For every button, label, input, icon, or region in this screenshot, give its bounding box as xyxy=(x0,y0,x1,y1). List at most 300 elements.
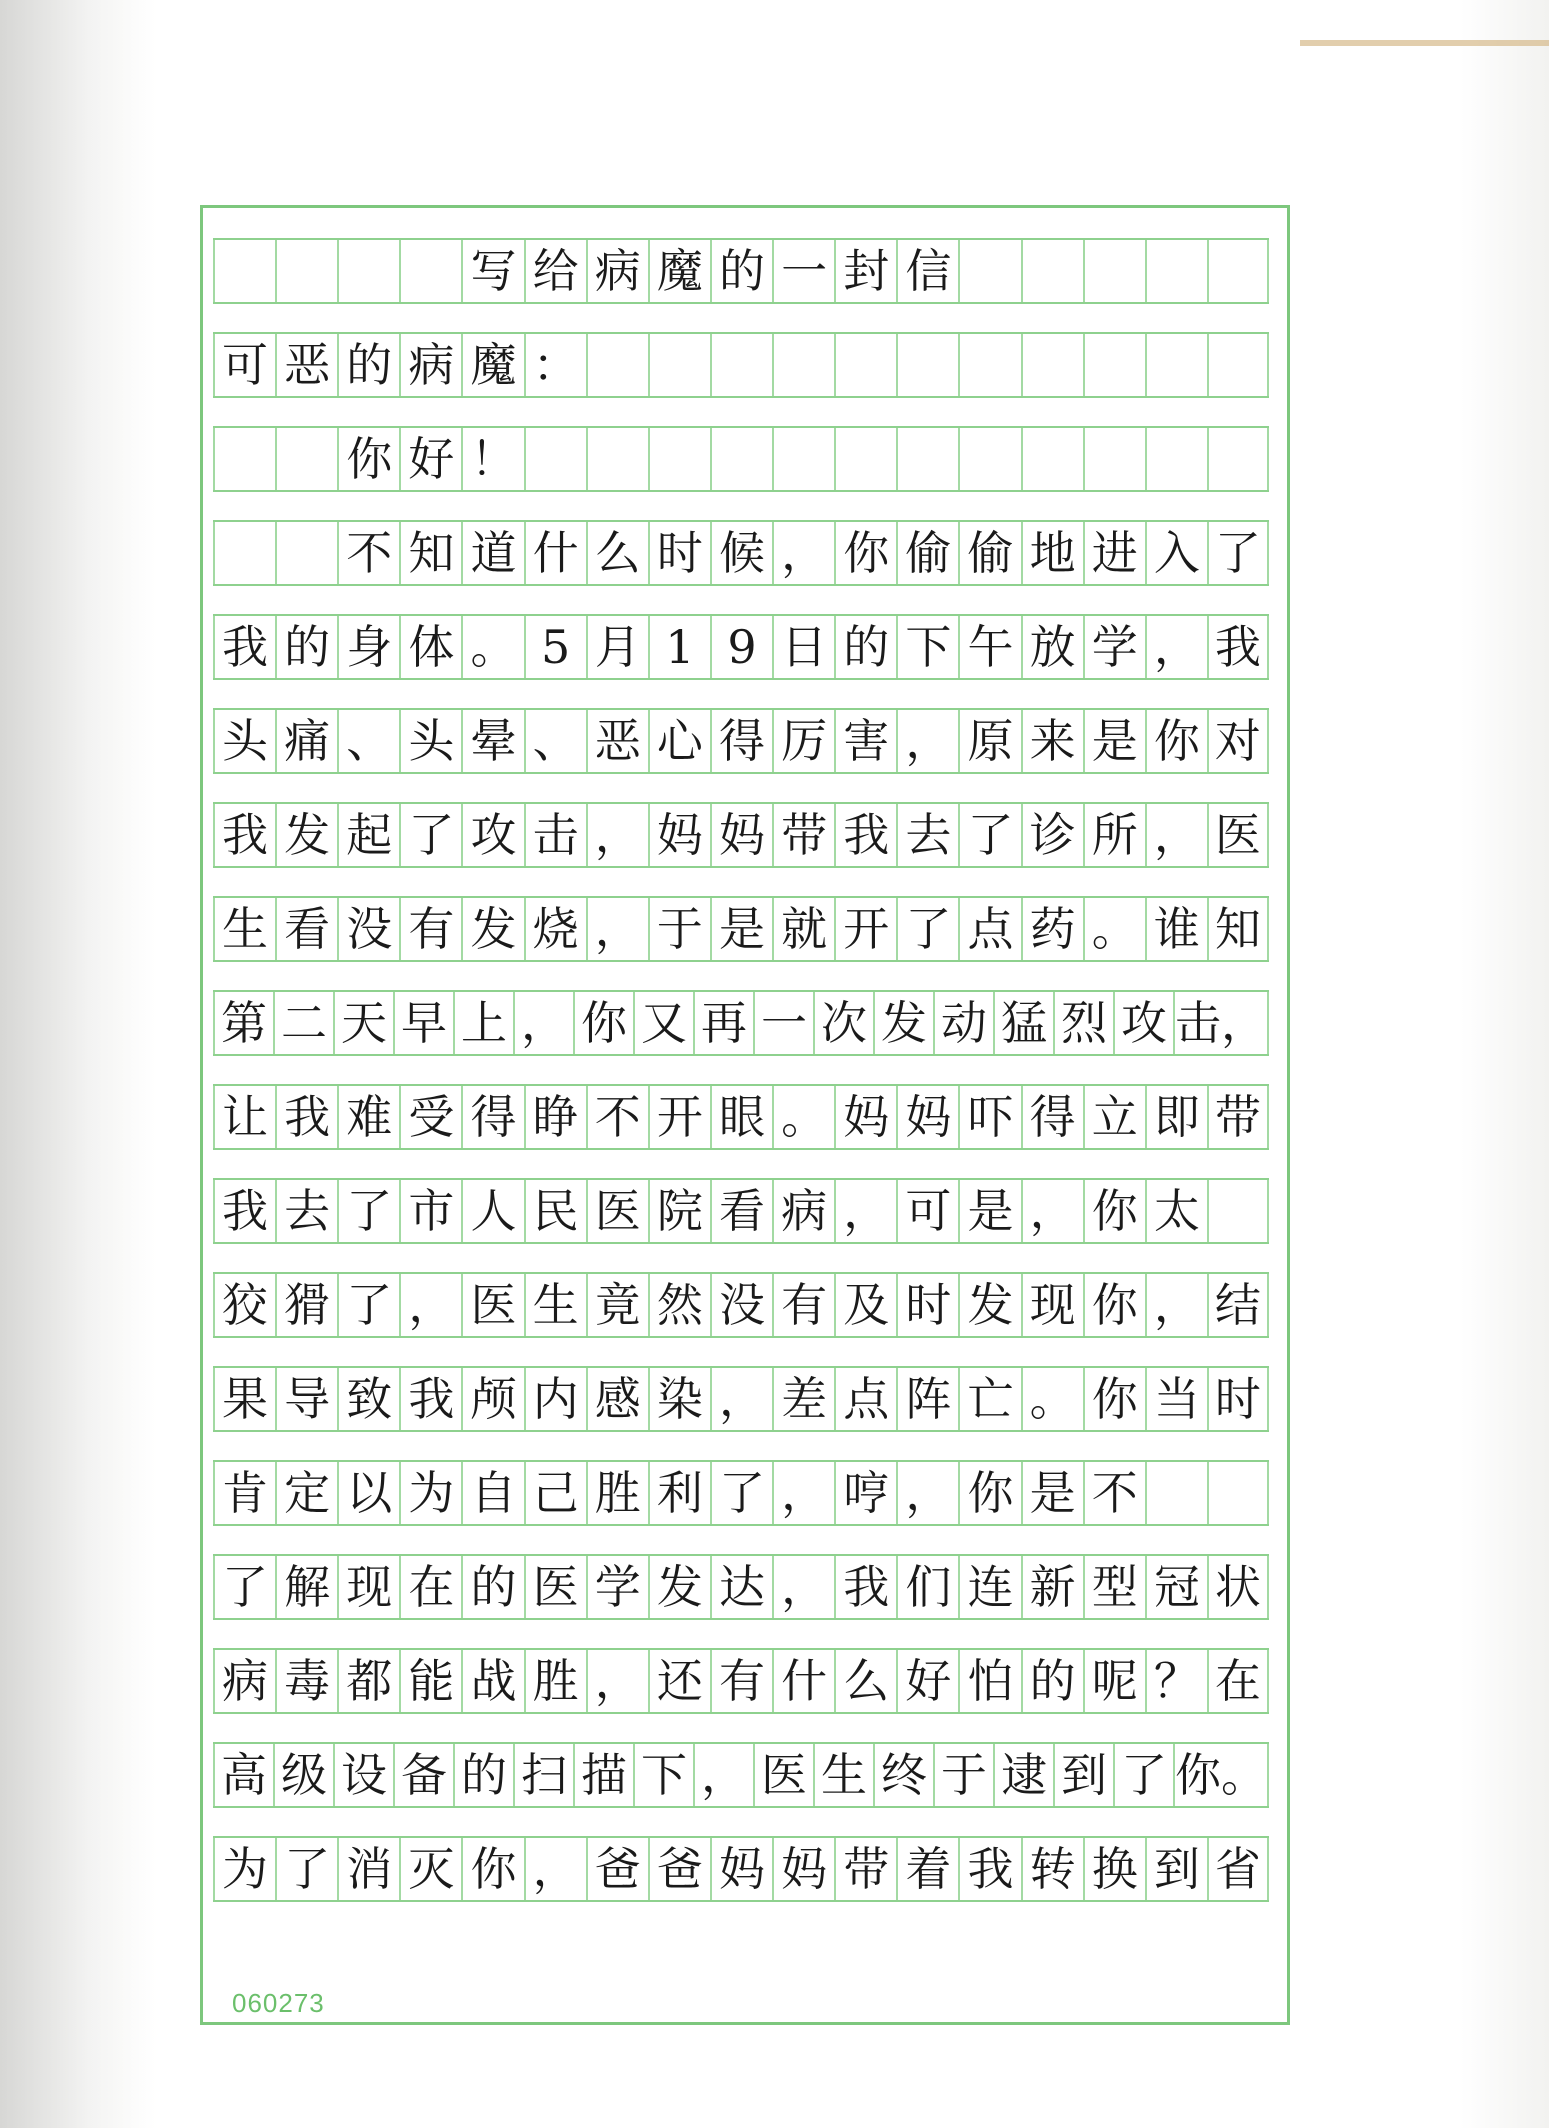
grid-cell: 定 xyxy=(275,1462,337,1524)
grid-cell: 有 xyxy=(710,1650,772,1712)
grid-cell: 晕 xyxy=(461,710,523,772)
grid-cell: 、 xyxy=(337,710,399,772)
grid-cell: 生 xyxy=(524,1274,586,1336)
grid-cell: ， xyxy=(710,1368,772,1430)
grid-cell: 道 xyxy=(461,522,523,584)
grid-cell: 了 xyxy=(399,804,461,866)
grid-cell: 达 xyxy=(710,1556,772,1618)
grid-cell: 看 xyxy=(710,1180,772,1242)
grid-cell: 妈 xyxy=(710,1838,772,1900)
grid-cell: 发 xyxy=(648,1556,710,1618)
grid-cell xyxy=(710,428,772,490)
grid-cell: 进 xyxy=(1083,522,1145,584)
grid-cell: 转 xyxy=(1021,1838,1083,1900)
grid-cell: 差 xyxy=(772,1368,834,1430)
grid-cell xyxy=(1207,1462,1269,1524)
grid-cell xyxy=(1021,240,1083,302)
grid-cell: 学 xyxy=(1083,616,1145,678)
grid-cell: 我 xyxy=(213,616,275,678)
grid-cell: ， xyxy=(834,1180,896,1242)
grid-cell xyxy=(524,428,586,490)
page-edge-shadow xyxy=(0,0,150,2128)
grid-cell: 人 xyxy=(461,1180,523,1242)
grid-cell: 难 xyxy=(337,1086,399,1148)
grid-cell xyxy=(1207,428,1269,490)
grid-cell: 害 xyxy=(834,710,896,772)
grid-cell: 什 xyxy=(524,522,586,584)
grid-cell xyxy=(213,428,275,490)
grid-cell xyxy=(1145,240,1207,302)
grid-cell: 偷 xyxy=(958,522,1020,584)
grid-cell: 。 xyxy=(461,616,523,678)
grid-cell: ， xyxy=(586,1650,648,1712)
grid-cell: 胜 xyxy=(524,1650,586,1712)
grid-cell: 病 xyxy=(772,1180,834,1242)
grid-cell: 下 xyxy=(896,616,958,678)
letter-line xyxy=(213,520,1269,586)
grid-cell: 有 xyxy=(399,898,461,960)
grid-cell: ， xyxy=(1021,1180,1083,1242)
grid-cell: 哼 xyxy=(834,1462,896,1524)
grid-cell: 可 xyxy=(896,1180,958,1242)
grid-cell: 不 xyxy=(1083,1462,1145,1524)
grid-cell: 开 xyxy=(834,898,896,960)
grid-cell: 你 xyxy=(461,1838,523,1900)
letter-line xyxy=(213,1554,1269,1620)
grid-cell: 了 xyxy=(896,898,958,960)
grid-cell: 日 xyxy=(772,616,834,678)
grid-cell: 病 xyxy=(213,1650,275,1712)
grid-cell: 起 xyxy=(337,804,399,866)
grid-cell: 连 xyxy=(958,1556,1020,1618)
grid-cell: 及 xyxy=(834,1274,896,1336)
grid-cell: 攻 xyxy=(461,804,523,866)
grid-cell: 阵 xyxy=(896,1368,958,1430)
grid-cell: 点 xyxy=(834,1368,896,1430)
grid-cell: 院 xyxy=(648,1180,710,1242)
grid-cell: 么 xyxy=(834,1650,896,1712)
grid-cell: ， xyxy=(896,1462,958,1524)
grid-cell xyxy=(1145,334,1207,396)
grid-cell: 型 xyxy=(1083,1556,1145,1618)
grid-cell xyxy=(213,522,275,584)
grid-cell: 给 xyxy=(524,240,586,302)
grid-cell: 知 xyxy=(399,522,461,584)
grid-cell: 新 xyxy=(1021,1556,1083,1618)
grid-cell xyxy=(399,240,461,302)
grid-cell: 生 xyxy=(213,898,275,960)
grid-cell: 爸 xyxy=(586,1838,648,1900)
grid-cell: 好 xyxy=(399,428,461,490)
grid-cell: 还 xyxy=(648,1650,710,1712)
letter-line xyxy=(213,1084,1269,1150)
grid-cell: 了 xyxy=(275,1838,337,1900)
grid-cell: ！ xyxy=(461,428,523,490)
grid-cell: 当 xyxy=(1145,1368,1207,1430)
letter-line xyxy=(213,802,1269,868)
grid-cell: 妈 xyxy=(834,1086,896,1148)
grid-cell: 是 xyxy=(958,1180,1020,1242)
grid-cell: 候 xyxy=(710,522,772,584)
grid-cell xyxy=(1207,1180,1269,1242)
grid-cell: 了 xyxy=(213,1556,275,1618)
grid-cell: 月 xyxy=(586,616,648,678)
grid-cell: 能 xyxy=(399,1650,461,1712)
letter-line xyxy=(213,1742,1269,1808)
grid-cell: 然 xyxy=(648,1274,710,1336)
grid-cell: 得 xyxy=(710,710,772,772)
serial-number: 060273 xyxy=(232,1988,325,2018)
grid-cell: 备 xyxy=(393,1744,453,1806)
grid-cell: 信 xyxy=(896,240,958,302)
grid-cell: 换 xyxy=(1083,1838,1145,1900)
grid-cell: 带 xyxy=(1207,1086,1269,1148)
grid-cell: 下 xyxy=(633,1744,693,1806)
grid-cell: ， xyxy=(586,804,648,866)
grid-cell: 着 xyxy=(896,1838,958,1900)
grid-cell: 省 xyxy=(1207,1838,1269,1900)
grid-cell: 了 xyxy=(1207,522,1269,584)
grid-cell: 高 xyxy=(213,1744,273,1806)
grid-cell: 一 xyxy=(772,240,834,302)
grid-cell xyxy=(896,428,958,490)
grid-cell: 猛 xyxy=(993,992,1053,1054)
grid-cell: 开 xyxy=(648,1086,710,1148)
grid-cell: 你 xyxy=(573,992,633,1054)
grid-cell xyxy=(275,240,337,302)
grid-cell xyxy=(1145,1462,1207,1524)
grid-cell: 立 xyxy=(1083,1086,1145,1148)
grid-cell: 的 xyxy=(710,240,772,302)
grid-cell: 是 xyxy=(1021,1462,1083,1524)
grid-cell: 染 xyxy=(648,1368,710,1430)
grid-cell: 击 xyxy=(524,804,586,866)
grid-cell: 我 xyxy=(213,804,275,866)
composition-grid xyxy=(213,238,1269,1992)
grid-cell xyxy=(1207,334,1269,396)
letter-line xyxy=(213,1178,1269,1244)
grid-cell: 生 xyxy=(813,1744,873,1806)
grid-cell xyxy=(710,334,772,396)
grid-cell: 到 xyxy=(1145,1838,1207,1900)
grid-cell: 以 xyxy=(337,1462,399,1524)
grid-cell: 发 xyxy=(461,898,523,960)
grid-cell: 去 xyxy=(896,804,958,866)
grid-cell: 5 xyxy=(524,616,586,678)
grid-cell: ： xyxy=(524,334,586,396)
grid-cell xyxy=(958,334,1020,396)
letter-line xyxy=(213,990,1269,1056)
grid-cell: 1 xyxy=(648,616,710,678)
grid-cell: 的 xyxy=(461,1556,523,1618)
grid-cell: 来 xyxy=(1021,710,1083,772)
grid-cell: 我 xyxy=(834,804,896,866)
grid-cell: 怕 xyxy=(958,1650,1020,1712)
grid-cell: 竟 xyxy=(586,1274,648,1336)
grid-cell: 在 xyxy=(399,1556,461,1618)
grid-cell: 一 xyxy=(753,992,813,1054)
grid-cell: 让 xyxy=(213,1086,275,1148)
grid-cell: 冠 xyxy=(1145,1556,1207,1618)
letter-line xyxy=(213,1366,1269,1432)
grid-cell: 了 xyxy=(958,804,1020,866)
grid-cell: 发 xyxy=(958,1274,1020,1336)
grid-cell: 于 xyxy=(648,898,710,960)
grid-cell: 级 xyxy=(273,1744,333,1806)
grid-cell: 病 xyxy=(399,334,461,396)
grid-cell: 厉 xyxy=(772,710,834,772)
grid-cell xyxy=(834,428,896,490)
grid-cell: 肯 xyxy=(213,1462,275,1524)
grid-cell: 可 xyxy=(213,334,275,396)
grid-cell: 感 xyxy=(586,1368,648,1430)
grid-cell: 是 xyxy=(1083,710,1145,772)
grid-cell: 、 xyxy=(524,710,586,772)
grid-cell: 得 xyxy=(1021,1086,1083,1148)
grid-cell: 发 xyxy=(873,992,933,1054)
grid-cell: 的 xyxy=(834,616,896,678)
grid-cell: 你。 xyxy=(1173,1744,1269,1806)
letter-line xyxy=(213,896,1269,962)
grid-cell: 解 xyxy=(275,1556,337,1618)
grid-cell: 的 xyxy=(275,616,337,678)
grid-cell: 痛 xyxy=(275,710,337,772)
grid-cell: 我 xyxy=(958,1838,1020,1900)
letter-title xyxy=(213,238,1269,304)
grid-cell: 偷 xyxy=(896,522,958,584)
letter-line xyxy=(213,1272,1269,1338)
grid-cell: 诊 xyxy=(1021,804,1083,866)
grid-cell: 时 xyxy=(896,1274,958,1336)
grid-cell: 消 xyxy=(337,1838,399,1900)
grid-cell: 了 xyxy=(1113,1744,1173,1806)
grid-cell: 到 xyxy=(1053,1744,1113,1806)
grid-cell: 战 xyxy=(461,1650,523,1712)
grid-cell: 胜 xyxy=(586,1462,648,1524)
grid-cell: 利 xyxy=(648,1462,710,1524)
grid-cell: ， xyxy=(693,1744,753,1806)
grid-cell: 扫 xyxy=(513,1744,573,1806)
grid-cell: ， xyxy=(586,898,648,960)
letter-greeting xyxy=(213,332,1269,398)
grid-cell: 妈 xyxy=(710,804,772,866)
grid-cell: 午 xyxy=(958,616,1020,678)
grid-cell: 导 xyxy=(275,1368,337,1430)
grid-cell: 时 xyxy=(648,522,710,584)
grid-cell: ， xyxy=(772,522,834,584)
grid-cell: 头 xyxy=(399,710,461,772)
grid-cell: 呢 xyxy=(1083,1650,1145,1712)
grid-cell: 谁 xyxy=(1145,898,1207,960)
grid-cell xyxy=(648,428,710,490)
grid-cell: 的 xyxy=(453,1744,513,1806)
grid-cell: ， xyxy=(513,992,573,1054)
grid-cell: 又 xyxy=(633,992,693,1054)
grid-cell xyxy=(958,428,1020,490)
grid-cell: 好 xyxy=(896,1650,958,1712)
grid-cell: 太 xyxy=(1145,1180,1207,1242)
grid-cell: 描 xyxy=(573,1744,633,1806)
grid-cell: ， xyxy=(772,1556,834,1618)
grid-cell xyxy=(896,334,958,396)
grid-cell: ， xyxy=(1145,616,1207,678)
grid-cell: 了 xyxy=(337,1274,399,1336)
grid-cell: 内 xyxy=(524,1368,586,1430)
grid-cell: 的 xyxy=(1021,1650,1083,1712)
grid-cell: 得 xyxy=(461,1086,523,1148)
grid-cell: 知 xyxy=(1207,898,1269,960)
letter-line xyxy=(213,1648,1269,1714)
grid-cell xyxy=(586,428,648,490)
grid-cell xyxy=(1021,334,1083,396)
grid-cell: 亡 xyxy=(958,1368,1020,1430)
grid-cell xyxy=(1083,240,1145,302)
grid-cell: 身 xyxy=(337,616,399,678)
grid-cell: 民 xyxy=(524,1180,586,1242)
grid-cell: 么 xyxy=(586,522,648,584)
grid-cell: 带 xyxy=(834,1838,896,1900)
grid-cell: 的 xyxy=(337,334,399,396)
grid-cell: 你 xyxy=(1083,1274,1145,1336)
grid-cell: 你 xyxy=(1083,1368,1145,1430)
letter-line xyxy=(213,1460,1269,1526)
grid-cell: ， xyxy=(1145,804,1207,866)
letter-line xyxy=(213,614,1269,680)
grid-cell: 什 xyxy=(772,1650,834,1712)
grid-cell: 医 xyxy=(753,1744,813,1806)
grid-cell xyxy=(958,240,1020,302)
grid-cell: 。 xyxy=(1021,1368,1083,1430)
grid-cell: 灭 xyxy=(399,1838,461,1900)
grid-cell: 去 xyxy=(275,1180,337,1242)
grid-cell: 我 xyxy=(213,1180,275,1242)
grid-cell: 了 xyxy=(337,1180,399,1242)
grid-cell: 我 xyxy=(834,1556,896,1618)
grid-cell: 我 xyxy=(399,1368,461,1430)
grid-cell: 就 xyxy=(772,898,834,960)
letter-line xyxy=(213,708,1269,774)
grid-cell: 病 xyxy=(586,240,648,302)
letter-line xyxy=(213,1836,1269,1902)
grid-cell: 结 xyxy=(1207,1274,1269,1336)
grid-cell: 所 xyxy=(1083,804,1145,866)
grid-cell: 看 xyxy=(275,898,337,960)
grid-cell: ， xyxy=(772,1462,834,1524)
grid-cell xyxy=(275,522,337,584)
grid-cell: 果 xyxy=(213,1368,275,1430)
grid-cell xyxy=(1083,428,1145,490)
grid-cell: 恶 xyxy=(586,710,648,772)
grid-cell: 上 xyxy=(453,992,513,1054)
grid-cell: ？ xyxy=(1145,1650,1207,1712)
grid-cell: 恶 xyxy=(275,334,337,396)
grid-cell: 放 xyxy=(1021,616,1083,678)
grid-cell: 妈 xyxy=(772,1838,834,1900)
grid-cell: 己 xyxy=(524,1462,586,1524)
grid-cell: 猾 xyxy=(275,1274,337,1336)
grid-cell: 你 xyxy=(834,522,896,584)
grid-cell: 你 xyxy=(1083,1180,1145,1242)
grid-cell: ， xyxy=(399,1274,461,1336)
grid-cell: 你 xyxy=(337,428,399,490)
grid-cell: 即 xyxy=(1145,1086,1207,1148)
grid-cell: 颅 xyxy=(461,1368,523,1430)
grid-cell: 烧 xyxy=(524,898,586,960)
grid-cell: 有 xyxy=(772,1274,834,1336)
grid-cell: 医 xyxy=(461,1274,523,1336)
grid-cell: 致 xyxy=(337,1368,399,1430)
grid-cell: 自 xyxy=(461,1462,523,1524)
grid-cell xyxy=(337,240,399,302)
grid-cell xyxy=(586,334,648,396)
grid-cell: 攻 xyxy=(1113,992,1173,1054)
grid-cell xyxy=(648,334,710,396)
grid-cell: 没 xyxy=(710,1274,772,1336)
grid-cell: 设 xyxy=(333,1744,393,1806)
grid-cell: 9 xyxy=(710,616,772,678)
grid-cell: 对 xyxy=(1207,710,1269,772)
grid-cell: 在 xyxy=(1207,1650,1269,1712)
grid-cell: 写 xyxy=(461,240,523,302)
grid-cell: 封 xyxy=(834,240,896,302)
grid-cell: 状 xyxy=(1207,1556,1269,1618)
grid-cell: 为 xyxy=(213,1838,275,1900)
grid-cell: 魔 xyxy=(461,334,523,396)
grid-cell: 学 xyxy=(586,1556,648,1618)
grid-cell: 你 xyxy=(1145,710,1207,772)
letter-salutation xyxy=(213,426,1269,492)
grid-cell: 们 xyxy=(896,1556,958,1618)
grid-cell: 动 xyxy=(933,992,993,1054)
grid-cell: 都 xyxy=(337,1650,399,1712)
grid-cell: 现 xyxy=(337,1556,399,1618)
grid-cell: 现 xyxy=(1021,1274,1083,1336)
grid-cell: 我 xyxy=(275,1086,337,1148)
grid-cell xyxy=(275,428,337,490)
grid-cell: 第 xyxy=(213,992,273,1054)
grid-cell: 你 xyxy=(958,1462,1020,1524)
grid-cell xyxy=(1083,334,1145,396)
grid-cell: 不 xyxy=(586,1086,648,1148)
grid-cell: 。 xyxy=(772,1086,834,1148)
grid-cell: 再 xyxy=(693,992,753,1054)
grid-cell: 时 xyxy=(1207,1368,1269,1430)
grid-cell: 于 xyxy=(933,1744,993,1806)
grid-cell: ， xyxy=(896,710,958,772)
grid-cell: 击， xyxy=(1173,992,1269,1054)
grid-cell: 是 xyxy=(710,898,772,960)
grid-cell: 烈 xyxy=(1053,992,1113,1054)
grid-cell: 体 xyxy=(399,616,461,678)
grid-cell: 地 xyxy=(1021,522,1083,584)
grid-cell: 医 xyxy=(586,1180,648,1242)
grid-cell xyxy=(1207,240,1269,302)
grid-cell: 逮 xyxy=(993,1744,1053,1806)
grid-cell: 没 xyxy=(337,898,399,960)
grid-cell: 药 xyxy=(1021,898,1083,960)
grid-cell: 。 xyxy=(1083,898,1145,960)
grid-cell xyxy=(1145,428,1207,490)
grid-cell: 不 xyxy=(337,522,399,584)
grid-cell: 市 xyxy=(399,1180,461,1242)
grid-cell: 早 xyxy=(393,992,453,1054)
composition-grid-sheet xyxy=(200,205,1290,2025)
grid-cell: 二 xyxy=(273,992,333,1054)
grid-cell: 头 xyxy=(213,710,275,772)
grid-cell: 睁 xyxy=(524,1086,586,1148)
grid-cell: 发 xyxy=(275,804,337,866)
grid-cell: ， xyxy=(524,1838,586,1900)
